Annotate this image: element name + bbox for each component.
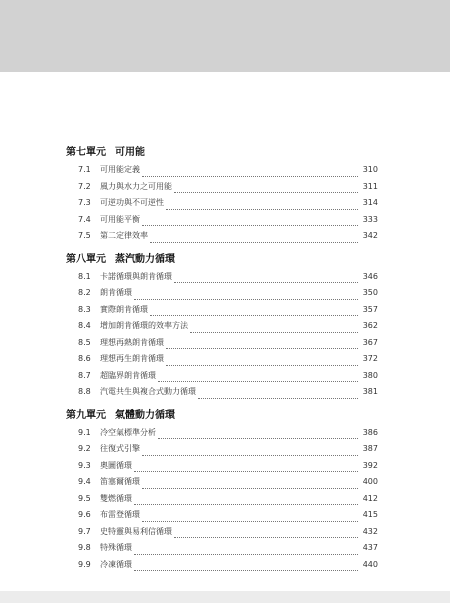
- section-number: 9.2: [78, 444, 91, 453]
- section-number: 7.2: [78, 181, 91, 191]
- dot-leader: [166, 209, 358, 210]
- page-number: 440: [362, 559, 378, 569]
- page-number: 314: [362, 198, 378, 207]
- section-title: 可用能定義: [100, 165, 140, 174]
- section-title: 風力與水力之可用能: [100, 181, 172, 191]
- page-number: 381: [362, 387, 378, 396]
- section-number: 8.5: [78, 337, 91, 347]
- section-title: 冷凍循環: [100, 559, 132, 569]
- section-number: 9.7: [78, 526, 91, 536]
- section-title: 汽電共生與複合式動力循環: [100, 387, 196, 396]
- section-title: 特殊循環: [100, 543, 132, 552]
- section-number: 9.6: [78, 510, 91, 519]
- section-title: 史特靈與易利信循環: [100, 526, 172, 536]
- page-number: 357: [362, 304, 378, 314]
- section-title: 理想再生朗肯循環: [100, 354, 164, 363]
- section-number: 9.9: [78, 559, 91, 569]
- section-title: 超臨界朗肯循環: [100, 370, 156, 380]
- section-title: 第二定律效率: [100, 231, 148, 240]
- toc-entry[interactable]: [66, 179, 378, 196]
- section-number: 9.3: [78, 460, 91, 470]
- dot-leader: [198, 398, 358, 399]
- toc-entry[interactable]: [66, 368, 378, 385]
- toc-entry[interactable]: [66, 195, 378, 212]
- section-number: 8.2: [78, 288, 91, 297]
- dot-leader: [150, 242, 358, 243]
- toc-entry[interactable]: [66, 441, 378, 458]
- section-number: 8.1: [78, 271, 91, 281]
- dot-leader: [142, 521, 358, 522]
- unit-topic: 蒸汽動力循環: [115, 253, 175, 265]
- toc-entry[interactable]: [66, 351, 378, 368]
- unit-section: [66, 144, 378, 245]
- page-number: 350: [362, 288, 378, 297]
- unit-name: 第七單元: [66, 147, 106, 158]
- dot-leader: [158, 438, 358, 439]
- dot-leader: [134, 299, 358, 300]
- unit-section: [66, 251, 378, 401]
- section-title: 卡諾循環與朗肯循環: [100, 271, 172, 281]
- page-number: 412: [362, 493, 378, 503]
- page-number: 333: [362, 214, 378, 224]
- page-number: 415: [362, 510, 378, 519]
- toc-entry[interactable]: [66, 474, 378, 491]
- toc-entry[interactable]: [66, 335, 378, 352]
- section-number: 9.1: [78, 427, 91, 437]
- section-title: 理想再熱朗肯循環: [100, 337, 164, 347]
- section-number: 7.3: [78, 198, 91, 207]
- toc-entry[interactable]: [66, 318, 378, 335]
- dot-leader: [166, 348, 358, 349]
- section-title: 笛塞爾循環: [100, 477, 140, 486]
- unit-heading: [66, 144, 378, 161]
- dot-leader: [174, 537, 358, 538]
- section-title: 冷空氣標準分析: [100, 427, 156, 437]
- dot-leader: [134, 504, 358, 505]
- section-title: 奧圖循環: [100, 460, 132, 470]
- section-number: 7.4: [78, 214, 91, 224]
- unit-heading: [66, 251, 378, 268]
- toc-entry[interactable]: [66, 285, 378, 302]
- dot-leader: [134, 471, 358, 472]
- section-number: 8.6: [78, 354, 91, 363]
- dot-leader: [174, 282, 358, 283]
- dot-leader: [134, 554, 358, 555]
- section-title: 朗肯循環: [100, 288, 132, 297]
- unit-topic: 氣體動力循環: [115, 409, 175, 421]
- unit-name: 第九單元: [66, 409, 106, 421]
- section-number: 8.4: [78, 321, 91, 330]
- section-title: 增加朗肯循環的效率方法: [100, 321, 188, 330]
- dot-leader: [142, 225, 358, 226]
- toc-entry[interactable]: [66, 524, 378, 541]
- toc-entry[interactable]: [66, 425, 378, 442]
- section-number: 8.8: [78, 387, 91, 396]
- page-number: 387: [362, 444, 378, 453]
- section-title: 可用能平衡: [100, 214, 140, 224]
- page-number: 346: [362, 271, 378, 281]
- toc-entry[interactable]: [66, 228, 378, 245]
- page-number: 310: [362, 165, 378, 174]
- page-number: 437: [362, 543, 378, 552]
- section-number: 7.1: [78, 165, 91, 174]
- toc-entry[interactable]: [66, 557, 378, 574]
- page-number: 342: [362, 231, 378, 240]
- section-title: 可逆功與不可逆性: [100, 198, 164, 207]
- toc-entry[interactable]: [66, 507, 378, 524]
- section-title: 往復式引擎: [100, 444, 140, 453]
- bottom-gray-band: [0, 591, 450, 603]
- section-title: 實際朗肯循環: [100, 304, 148, 314]
- section-title: 布雷登循環: [100, 510, 140, 519]
- section-number: 7.5: [78, 231, 91, 240]
- dot-leader: [150, 315, 358, 316]
- dot-leader: [190, 332, 358, 333]
- section-number: 8.3: [78, 304, 91, 314]
- page-number: 362: [362, 321, 378, 330]
- page-number: 432: [362, 526, 378, 536]
- section-number: 9.4: [78, 477, 91, 486]
- toc-entry[interactable]: [66, 491, 378, 508]
- toc-entry[interactable]: [66, 162, 378, 179]
- dot-leader: [166, 365, 358, 366]
- dot-leader: [142, 455, 358, 456]
- unit-section: [66, 407, 378, 574]
- page-number: 372: [362, 354, 378, 363]
- toc-entry[interactable]: [66, 384, 378, 401]
- page-number: 392: [362, 460, 378, 470]
- dot-leader: [158, 381, 358, 382]
- toc-entry[interactable]: [66, 212, 378, 229]
- unit-heading: [66, 407, 378, 424]
- table-of-contents: [66, 138, 378, 573]
- page-number: 367: [362, 337, 378, 347]
- unit-topic: 可用能: [115, 147, 145, 158]
- section-number: 9.5: [78, 493, 91, 503]
- toc-entry[interactable]: [66, 269, 378, 286]
- page-number: 311: [362, 181, 378, 191]
- dot-leader: [142, 176, 358, 177]
- top-gray-band: [0, 0, 450, 72]
- section-title: 雙燃循環: [100, 493, 132, 503]
- toc-entry[interactable]: [66, 458, 378, 475]
- dot-leader: [174, 192, 358, 193]
- toc-entry[interactable]: [66, 540, 378, 557]
- page-number: 386: [362, 427, 378, 437]
- page-number: 380: [362, 370, 378, 380]
- toc-entry[interactable]: [66, 302, 378, 319]
- section-number: 8.7: [78, 370, 91, 380]
- page-number: 400: [362, 477, 378, 486]
- dot-leader: [134, 570, 358, 571]
- section-number: 9.8: [78, 543, 91, 552]
- unit-name: 第八單元: [66, 253, 106, 265]
- dot-leader: [142, 488, 358, 489]
